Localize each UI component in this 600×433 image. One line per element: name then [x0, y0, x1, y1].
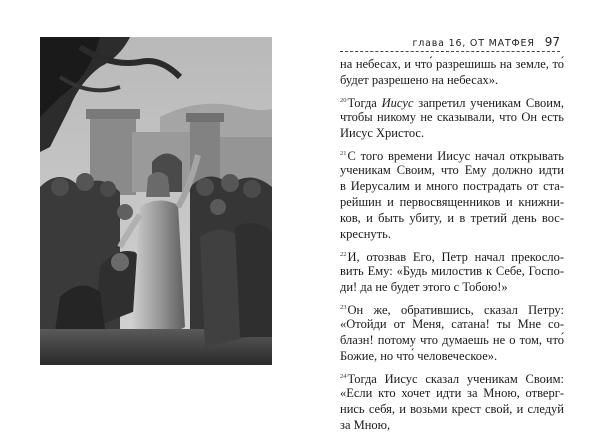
verse-23-line: $^{23}$Он же, обратившись, сказал Петру: — [340, 303, 564, 317]
scripture-text — [340, 56, 564, 433]
engraving-illustration — [40, 37, 272, 365]
verse-20-line: $^{20}$Тогда Иисус запретил ученикам Своим, — [340, 96, 564, 110]
page-number: 97 — [544, 35, 560, 49]
engraving-picture-icon — [40, 37, 272, 365]
verse-number: 22 — [340, 251, 347, 258]
text-line: Божие, но что́ человеческое». — [340, 349, 498, 363]
verse-24-line: $^{24}$Тогда Иисус сказал ученикам Своим: — [340, 372, 564, 386]
verse-number: 23 — [340, 304, 347, 311]
text-line: креснуть. — [340, 227, 391, 241]
text-line: в Иерусалим и много пострадать от ста- — [340, 179, 564, 193]
verse-22-line: $^{22}$И, отозвав Его, Петр начал прекосло- — [340, 250, 564, 264]
verse-number: 20 — [340, 97, 347, 104]
text-line: ученикам Своим, что Ему должно идти — [340, 163, 564, 177]
running-title: глава 16, ОТ МАТФЕЯ — [412, 38, 535, 49]
verse-21-line: $^{21}$С того времени Иисус начал открывать — [340, 149, 564, 163]
text-line: вить Ему: «Будь милостив к Себе, Госпо- — [340, 264, 564, 278]
text-line: «Отойди от Меня, сатана! ты Мне со- — [340, 317, 564, 331]
text-line: Иисус Христос. — [340, 126, 425, 140]
text-line: нись себя, и возьми крест свой, и следуй — [340, 402, 564, 416]
text-line: блазн! потому что думаешь не о том, что́ — [340, 333, 564, 347]
text-line: ди! да не будет этого с Тобою!» — [340, 280, 508, 294]
running-header — [340, 34, 560, 52]
verse-number: 21 — [340, 150, 347, 157]
text-line: будет разрешено на небесах». — [340, 73, 499, 87]
text-line: на небесах, и что́ разрешишь на земле, то́ — [340, 57, 564, 71]
text-line: чтобы никому не сказывали, что Он есть — [340, 110, 564, 124]
text-line: «Если кто хочет идти за Мною, отверг- — [340, 386, 564, 400]
text-line: ков, и быть убиту, и в третий день вос- — [340, 211, 564, 225]
text-line: за Мною, — [340, 418, 391, 432]
text-line: рейшин и первосвященников и книжни- — [340, 195, 564, 209]
verse-number: 24 — [340, 373, 347, 380]
